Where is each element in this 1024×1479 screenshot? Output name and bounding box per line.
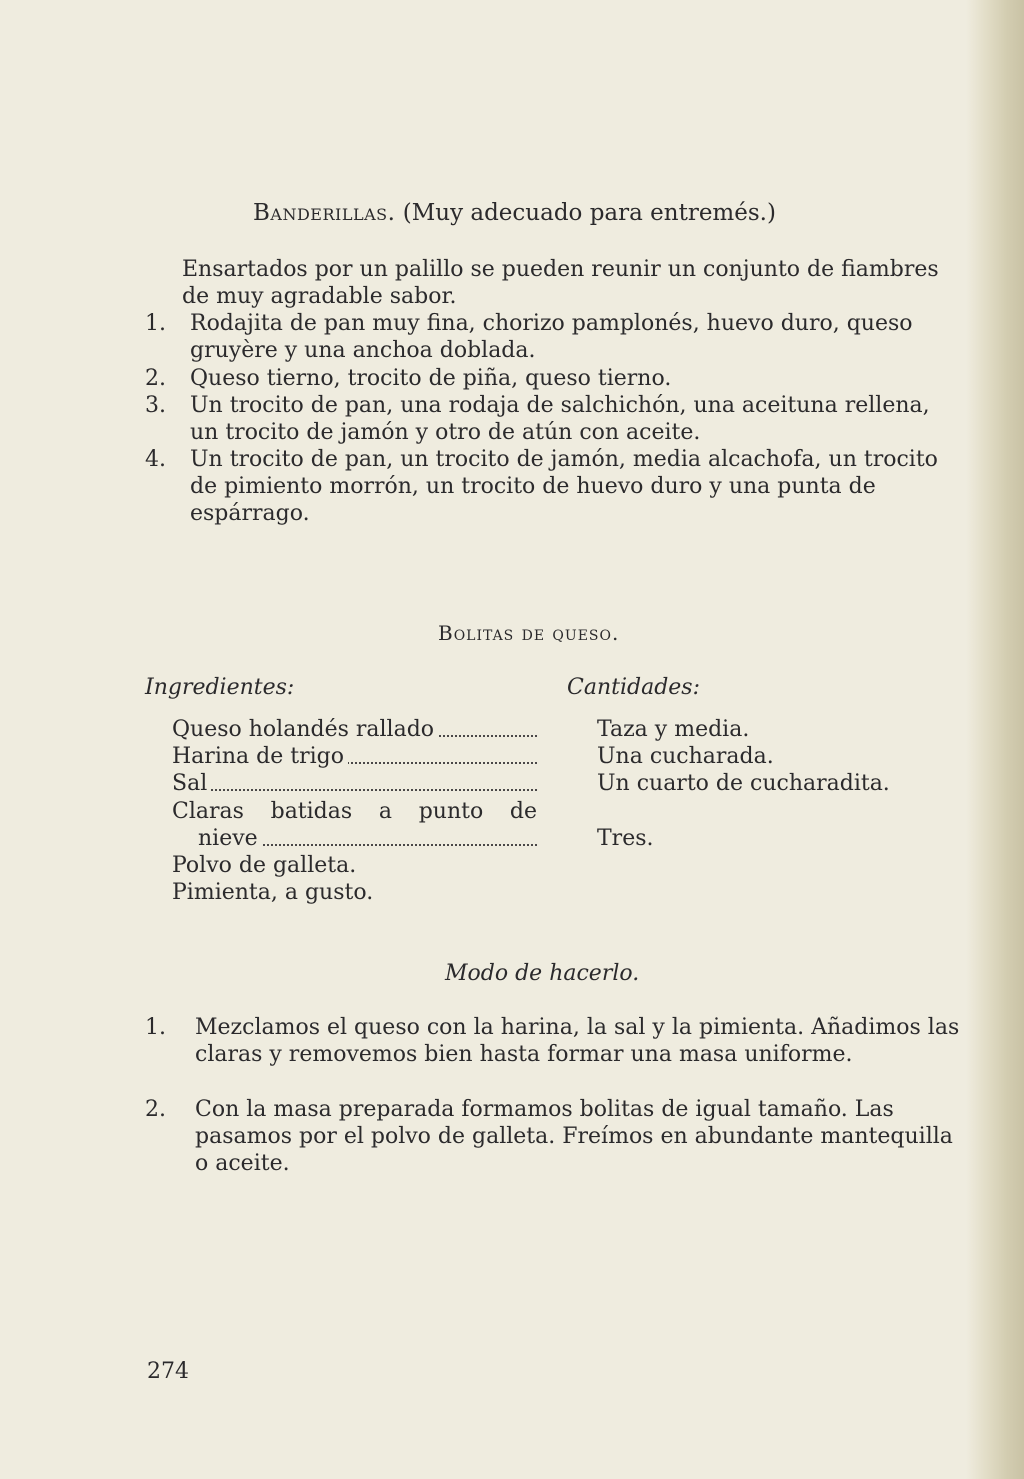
ingredient-quantity: Una cucharada. xyxy=(597,744,774,769)
ingredient-quantity: Taza y media. xyxy=(597,717,750,742)
step-number: 2. xyxy=(145,1097,166,1122)
step-text: Con la masa preparada formamos bolitas de igual tamaño. Las pasamos por el polvo de galleta. Freímos en abundante mantequilla o aceite. xyxy=(195,1097,953,1176)
ingredient-row xyxy=(172,770,537,797)
ingredient-row xyxy=(172,879,537,906)
item-number: 3. xyxy=(145,393,166,418)
item-text: Queso tierno, trocito de piña, queso tierno. xyxy=(190,366,672,391)
item-number: 2. xyxy=(145,366,166,391)
ingredient-name: Pimienta, a gusto. xyxy=(172,880,374,905)
ingredient-row xyxy=(172,716,537,743)
page-number: 274 xyxy=(147,1359,189,1384)
item-text: Un trocito de pan, una rodaja de salchichón, una aceituna rellena, un trocito de jamón y otro de atún con aceite. xyxy=(190,393,930,445)
ingredient-row xyxy=(172,852,537,879)
item-number: 1. xyxy=(145,311,166,336)
page-edge-shadow xyxy=(966,0,1024,1479)
ingredient-quantity: Un cuarto de cucharadita. xyxy=(597,771,890,796)
ingredient-quantity: Tres. xyxy=(597,826,654,851)
item-text: Rodajita de pan muy fina, chorizo pamplonés, huevo duro, queso gruyère y una anchoa doblada. xyxy=(190,311,913,363)
step-number: 1. xyxy=(145,1015,166,1040)
quantities-heading: Cantidades: xyxy=(567,675,700,700)
step-text: Mezclamos el queso con la harina, la sal y la pimienta. Añadimos las claras y removemos bien hasta formar una masa uniforme. xyxy=(195,1015,960,1067)
ingredient-name: Queso holandés rallado xyxy=(172,717,438,742)
bolitas-title: Bolitas de queso. xyxy=(438,621,620,645)
banderillas-title: Banderillas. (Muy adecuado para entremés.) xyxy=(253,200,776,226)
dot-leader xyxy=(172,789,537,791)
ingredient-row xyxy=(172,743,537,770)
item-text: Un trocito de pan, un trocito de jamón, media alcachofa, un trocito de pimiento morrón, un trocito de huevo duro y una punta de espárrago. xyxy=(190,447,938,526)
ingredient-name: Sal xyxy=(172,771,211,796)
ingredient-name: Polvo de galleta. xyxy=(172,853,357,878)
ingredients-heading: Ingredientes: xyxy=(145,675,295,700)
ingredient-name-line: Claras batidas a punto de xyxy=(172,799,537,824)
item-number: 4. xyxy=(145,447,166,472)
ingredient-name: nieve xyxy=(198,826,262,851)
banderillas-intro: Ensartados por un palillo se pueden reunir un conjunto de fiambres de muy agradable sabor. xyxy=(182,257,939,309)
ingredient-name: Harina de trigo xyxy=(172,744,348,769)
ingredient-row xyxy=(198,825,537,852)
method-heading: Modo de hacerlo. xyxy=(445,961,640,986)
